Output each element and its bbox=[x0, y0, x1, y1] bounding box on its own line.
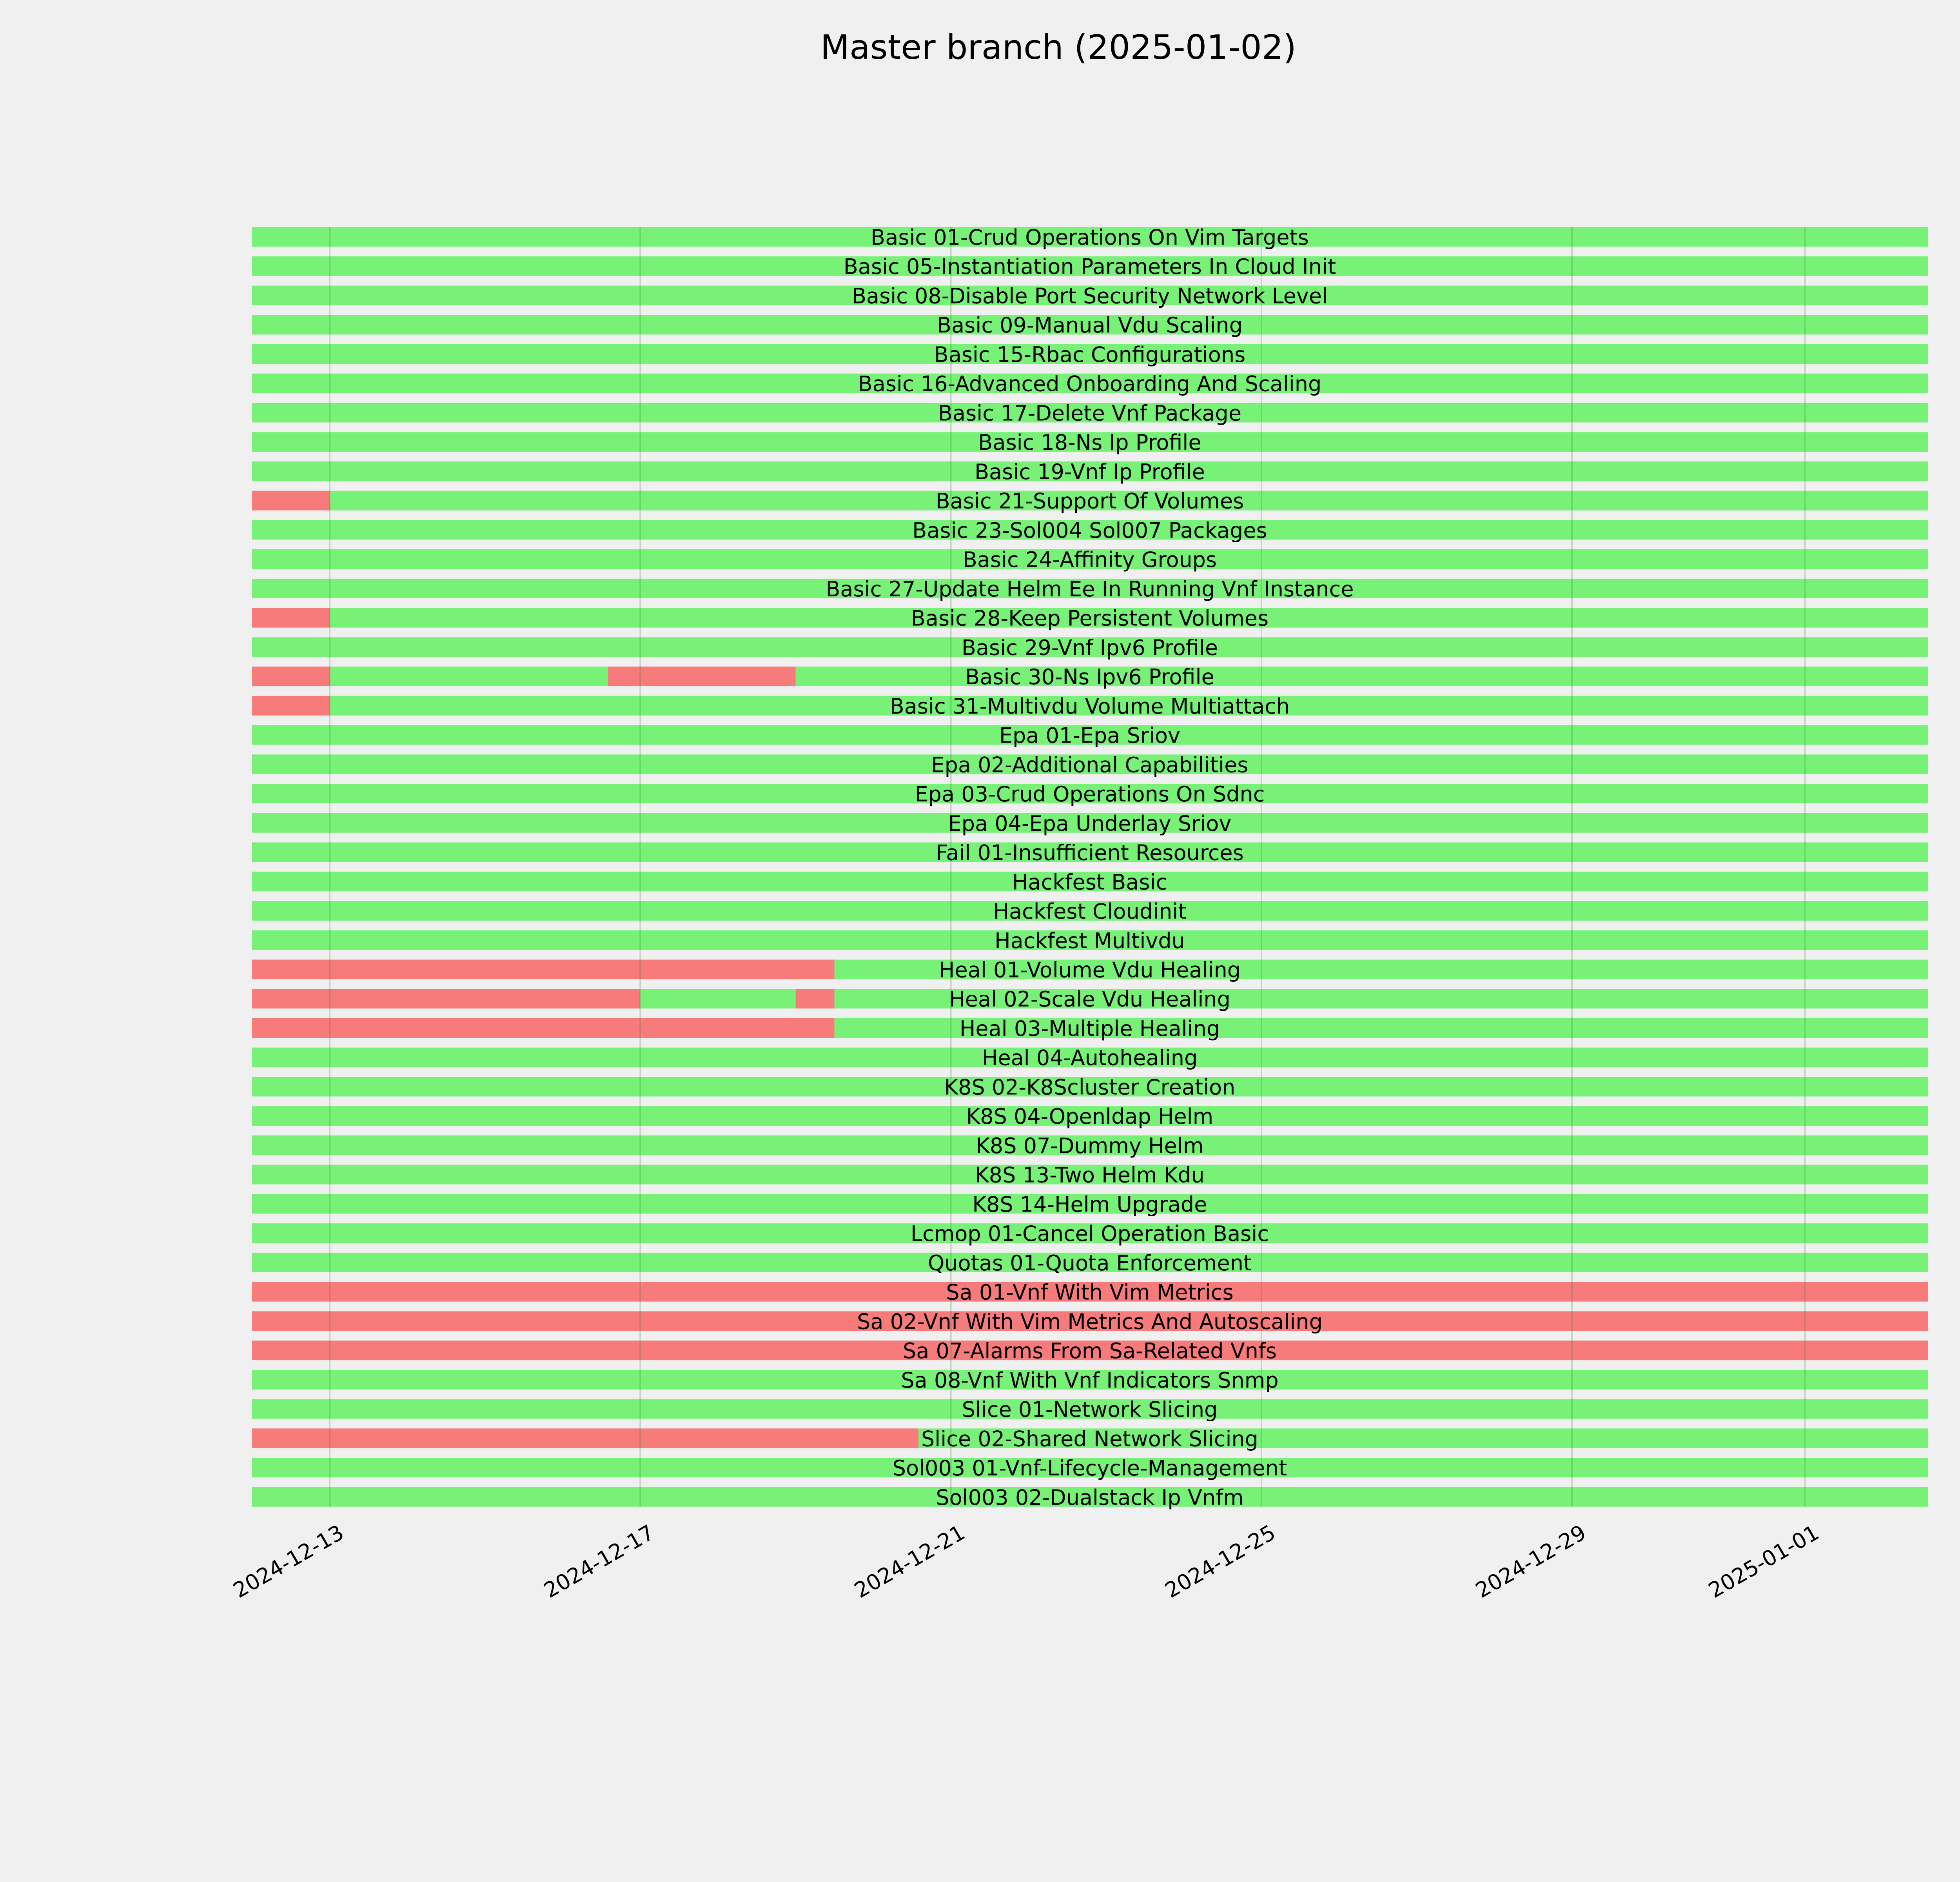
row-label: Basic 30-Ns Ipv6 Profile bbox=[965, 665, 1214, 690]
row-label: Basic 28-Keep Persistent Volumes bbox=[911, 606, 1269, 631]
row-label: K8S 14-Helm Upgrade bbox=[972, 1192, 1207, 1217]
row-label: Sa 01-Vnf With Vim Metrics bbox=[946, 1280, 1234, 1305]
row-label: Lcmop 01-Cancel Operation Basic bbox=[910, 1221, 1269, 1246]
row-label: Basic 29-Vnf Ipv6 Profile bbox=[961, 635, 1218, 660]
row-label: K8S 04-Openldap Helm bbox=[966, 1104, 1214, 1129]
row-label: Basic 05-Instantiation Parameters In Cloud Init bbox=[843, 254, 1336, 279]
bar-segment-fail bbox=[252, 989, 640, 1008]
row-label: Basic 19-Vnf Ip Profile bbox=[975, 459, 1205, 484]
bar-segment-fail bbox=[796, 989, 835, 1008]
row-label: Basic 23-Sol004 Sol007 Packages bbox=[912, 518, 1267, 543]
row-label: Epa 01-Epa Sriov bbox=[999, 723, 1180, 748]
row-label: Heal 01-Volume Vdu Healing bbox=[938, 957, 1241, 983]
row-label: Basic 18-Ns Ip Profile bbox=[978, 430, 1201, 455]
bar-segment-fail bbox=[252, 491, 330, 510]
x-tick-label: 2025-01-01 bbox=[1704, 1520, 1823, 1603]
row-label: Fail 01-Insufficient Resources bbox=[936, 840, 1244, 865]
row-label: Quotas 01-Quota Enforcement bbox=[927, 1250, 1252, 1275]
x-tick-label: 2024-12-21 bbox=[850, 1520, 969, 1603]
bar-segment-fail bbox=[252, 1428, 918, 1448]
row-label: Basic 15-Rbac Configurations bbox=[934, 342, 1246, 367]
x-tick-label: 2024-12-29 bbox=[1471, 1520, 1590, 1603]
bar-segment-fail bbox=[608, 667, 796, 686]
bar-segment-fail bbox=[252, 1018, 835, 1038]
row-label: Sa 02-Vnf With Vim Metrics And Autoscaling bbox=[857, 1309, 1323, 1334]
row-label: Basic 31-Multivdu Volume Multiattach bbox=[889, 694, 1290, 719]
row-label: Basic 17-Delete Vnf Package bbox=[938, 401, 1242, 426]
row-label: Sol003 01-Vnf-Lifecycle-Management bbox=[892, 1456, 1287, 1481]
row-label: Basic 01-Crud Operations On Vim Targets bbox=[871, 225, 1309, 250]
row-label: K8S 02-K8Scluster Creation bbox=[944, 1075, 1236, 1100]
row-label: Basic 16-Advanced Onboarding And Scaling bbox=[858, 371, 1322, 396]
bar-segment-pass bbox=[640, 989, 795, 1008]
x-tick-label: 2024-12-17 bbox=[539, 1520, 659, 1603]
bar-segment-fail bbox=[252, 696, 330, 716]
row-label: Slice 02-Shared Network Slicing bbox=[921, 1426, 1258, 1451]
row-label: Hackfest Basic bbox=[1012, 870, 1168, 895]
row-label: Sa 08-Vnf With Vnf Indicators Snmp bbox=[901, 1368, 1279, 1393]
chart-title: Master branch (2025-01-02) bbox=[820, 28, 1297, 67]
bar-segment-fail bbox=[252, 667, 330, 686]
row-label: Epa 03-Crud Operations On Sdnc bbox=[915, 782, 1265, 807]
row-label: Hackfest Multivdu bbox=[995, 928, 1185, 953]
row-label: Heal 04-Autohealing bbox=[982, 1045, 1198, 1070]
row-label: Epa 02-Additional Capabilities bbox=[931, 752, 1249, 778]
row-label: Heal 02-Scale Vdu Healing bbox=[949, 987, 1230, 1012]
row-label: Basic 21-Support Of Volumes bbox=[935, 489, 1244, 514]
row-label: K8S 07-Dummy Helm bbox=[976, 1133, 1204, 1158]
row-label: Basic 08-Disable Port Security Network Level bbox=[851, 283, 1328, 309]
row-label: Heal 03-Multiple Healing bbox=[959, 1016, 1220, 1041]
x-tick-label: 2024-12-13 bbox=[229, 1520, 348, 1603]
bar-segment-pass bbox=[330, 667, 608, 686]
bar-segment-fail bbox=[252, 608, 330, 628]
row-label: Basic 09-Manual Vdu Scaling bbox=[937, 313, 1243, 338]
row-label: Hackfest Cloudinit bbox=[993, 899, 1187, 924]
row-label: Slice 01-Network Slicing bbox=[962, 1397, 1218, 1422]
bar-segment-fail bbox=[252, 960, 835, 979]
row-label: Sol003 02-Dualstack Ip Vnfm bbox=[936, 1485, 1244, 1510]
row-label: Basic 24-Affinity Groups bbox=[962, 547, 1217, 572]
row-label: Sa 07-Alarms From Sa-Related Vnfs bbox=[902, 1339, 1277, 1364]
row-label: Basic 27-Update Helm Ee In Running Vnf Instance bbox=[826, 576, 1354, 601]
x-tick-label: 2024-12-25 bbox=[1161, 1520, 1280, 1603]
row-label: Epa 04-Epa Underlay Sriov bbox=[948, 811, 1232, 836]
row-label: K8S 13-Two Helm Kdu bbox=[975, 1163, 1205, 1188]
